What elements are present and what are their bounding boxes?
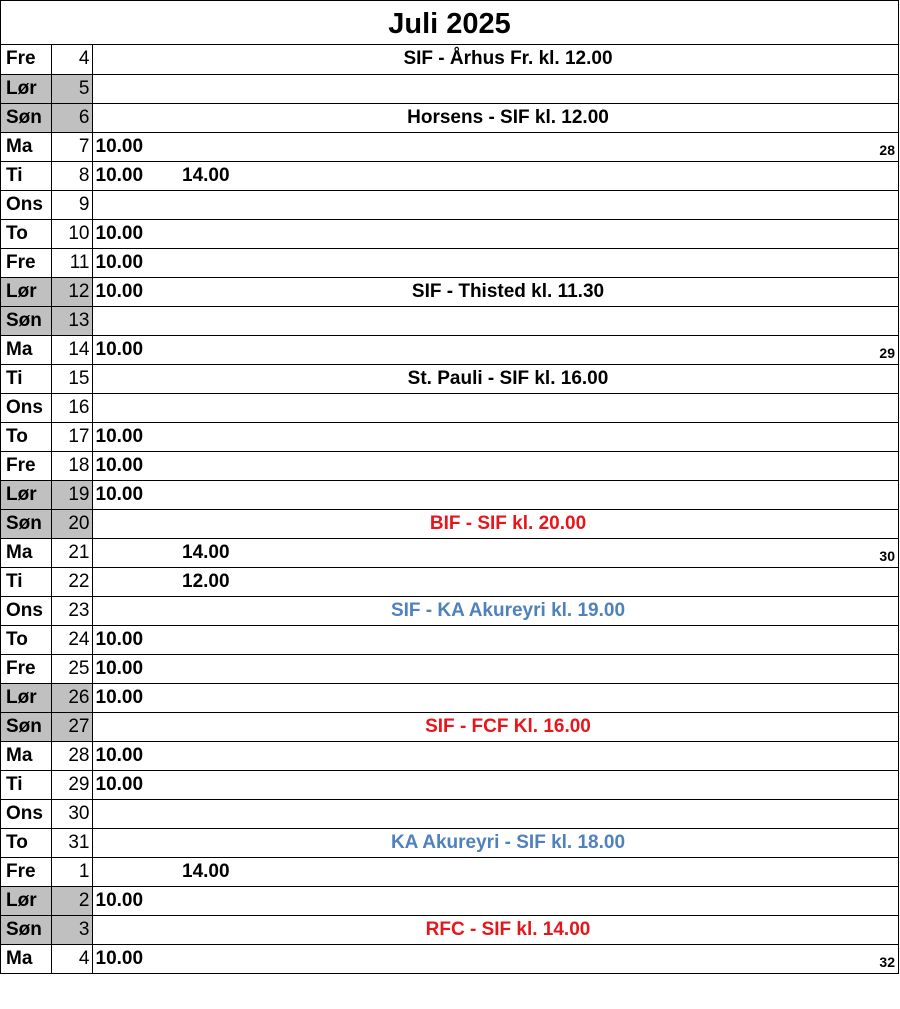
event-cell	[268, 422, 858, 451]
week-number-cell	[858, 509, 898, 538]
event-cell	[268, 741, 858, 770]
event-cell	[268, 132, 858, 161]
table-row	[1, 248, 898, 277]
time-1-cell: 10.00	[92, 770, 180, 799]
time-1-cell: 10.00	[92, 219, 180, 248]
time-2-cell	[180, 770, 268, 799]
week-number-cell	[858, 683, 898, 712]
table-row	[1, 712, 898, 741]
table-row	[1, 451, 898, 480]
time-1-cell	[92, 364, 180, 393]
event-cell: SIF - Thisted kl. 11.30	[268, 277, 858, 306]
table-row	[1, 74, 898, 103]
time-1-cell	[92, 538, 180, 567]
table-row	[1, 654, 898, 683]
day-number-cell: 31	[51, 828, 92, 857]
time-1-cell	[92, 828, 180, 857]
day-name-cell: Søn	[1, 509, 51, 538]
event-cell: Horsens - SIF kl. 12.00	[268, 103, 858, 132]
time-1-cell	[92, 393, 180, 422]
table-row	[1, 306, 898, 335]
time-1-cell	[92, 306, 180, 335]
day-name-cell: Ti	[1, 567, 51, 596]
time-1-cell	[92, 567, 180, 596]
time-1-cell: 10.00	[92, 161, 180, 190]
time-1-cell: 10.00	[92, 654, 180, 683]
table-row	[1, 741, 898, 770]
event-cell	[268, 480, 858, 509]
time-1-cell	[92, 103, 180, 132]
time-1-cell	[92, 45, 180, 74]
event-cell: SIF - FCF Kl. 16.00	[268, 712, 858, 741]
table-row	[1, 190, 898, 219]
time-2-cell: 12.00	[180, 567, 268, 596]
table-row	[1, 915, 898, 944]
day-name-cell: Søn	[1, 712, 51, 741]
time-2-cell	[180, 393, 268, 422]
time-1-cell: 10.00	[92, 944, 180, 973]
table-row	[1, 799, 898, 828]
day-number-cell: 13	[51, 306, 92, 335]
day-number-cell: 10	[51, 219, 92, 248]
table-row	[1, 857, 898, 886]
day-number-cell: 26	[51, 683, 92, 712]
time-1-cell: 10.00	[92, 683, 180, 712]
event-cell	[268, 393, 858, 422]
week-number-cell: 30	[858, 538, 898, 567]
day-name-cell: Lør	[1, 886, 51, 915]
day-number-cell: 29	[51, 770, 92, 799]
time-1-cell	[92, 915, 180, 944]
time-2-cell	[180, 509, 268, 538]
time-2-cell	[180, 306, 268, 335]
time-1-cell	[92, 74, 180, 103]
table-row	[1, 103, 898, 132]
time-2-cell	[180, 712, 268, 741]
day-name-cell: Søn	[1, 915, 51, 944]
time-1-cell	[92, 799, 180, 828]
event-cell	[268, 654, 858, 683]
week-number-cell	[858, 915, 898, 944]
day-number-cell: 22	[51, 567, 92, 596]
day-name-cell: Ons	[1, 799, 51, 828]
day-number-cell: 23	[51, 596, 92, 625]
event-cell	[268, 306, 858, 335]
day-number-cell: 6	[51, 103, 92, 132]
day-name-cell: To	[1, 219, 51, 248]
week-number-cell	[858, 277, 898, 306]
day-name-cell: Ons	[1, 393, 51, 422]
table-row	[1, 538, 898, 567]
week-number-cell	[858, 741, 898, 770]
time-2-cell	[180, 451, 268, 480]
week-number-cell	[858, 393, 898, 422]
time-1-cell: 10.00	[92, 277, 180, 306]
table-row	[1, 944, 898, 973]
table-row	[1, 596, 898, 625]
time-2-cell	[180, 886, 268, 915]
week-number-cell	[858, 422, 898, 451]
time-2-cell: 14.00	[180, 161, 268, 190]
week-number-cell	[858, 596, 898, 625]
day-number-cell: 11	[51, 248, 92, 277]
week-number-cell	[858, 364, 898, 393]
time-1-cell	[92, 712, 180, 741]
time-2-cell	[180, 335, 268, 364]
time-2-cell	[180, 190, 268, 219]
time-2-cell	[180, 741, 268, 770]
table-row	[1, 567, 898, 596]
week-number-cell	[858, 886, 898, 915]
time-2-cell	[180, 45, 268, 74]
time-2-cell	[180, 74, 268, 103]
week-number-cell	[858, 248, 898, 277]
event-cell	[268, 625, 858, 654]
time-2-cell	[180, 103, 268, 132]
time-2-cell	[180, 828, 268, 857]
day-name-cell: Fre	[1, 45, 51, 74]
time-2-cell	[180, 654, 268, 683]
day-number-cell: 1	[51, 857, 92, 886]
day-name-cell: Ons	[1, 596, 51, 625]
event-cell	[268, 567, 858, 596]
time-2-cell	[180, 480, 268, 509]
event-cell	[268, 857, 858, 886]
day-number-cell: 4	[51, 45, 92, 74]
event-cell	[268, 451, 858, 480]
day-name-cell: To	[1, 625, 51, 654]
table-row	[1, 364, 898, 393]
day-name-cell: Lør	[1, 277, 51, 306]
day-number-cell: 12	[51, 277, 92, 306]
table-row	[1, 683, 898, 712]
week-number-cell	[858, 480, 898, 509]
time-2-cell	[180, 915, 268, 944]
time-2-cell	[180, 277, 268, 306]
table-row	[1, 393, 898, 422]
day-number-cell: 9	[51, 190, 92, 219]
week-number-cell: 28	[858, 132, 898, 161]
day-name-cell: Ti	[1, 770, 51, 799]
week-number-cell	[858, 625, 898, 654]
event-cell	[268, 161, 858, 190]
week-number-cell	[858, 45, 898, 74]
day-number-cell: 7	[51, 132, 92, 161]
event-cell: BIF - SIF kl. 20.00	[268, 509, 858, 538]
time-1-cell: 10.00	[92, 248, 180, 277]
time-1-cell	[92, 190, 180, 219]
day-number-cell: 17	[51, 422, 92, 451]
table-row	[1, 886, 898, 915]
table-row	[1, 480, 898, 509]
week-number-cell	[858, 799, 898, 828]
event-cell: St. Pauli - SIF kl. 16.00	[268, 364, 858, 393]
time-2-cell	[180, 683, 268, 712]
table-row	[1, 161, 898, 190]
day-number-cell: 3	[51, 915, 92, 944]
table-row	[1, 828, 898, 857]
day-name-cell: Ma	[1, 132, 51, 161]
schedule-table	[1, 45, 898, 973]
time-1-cell: 10.00	[92, 741, 180, 770]
time-2-cell	[180, 944, 268, 973]
event-cell	[268, 683, 858, 712]
table-row	[1, 335, 898, 364]
time-1-cell	[92, 857, 180, 886]
day-number-cell: 20	[51, 509, 92, 538]
event-cell	[268, 799, 858, 828]
event-cell	[268, 190, 858, 219]
time-2-cell	[180, 219, 268, 248]
time-1-cell: 10.00	[92, 886, 180, 915]
day-number-cell: 19	[51, 480, 92, 509]
week-number-cell	[858, 306, 898, 335]
time-2-cell: 14.00	[180, 538, 268, 567]
day-name-cell: Ma	[1, 335, 51, 364]
day-name-cell: Fre	[1, 654, 51, 683]
day-name-cell: Ti	[1, 161, 51, 190]
day-name-cell: Lør	[1, 683, 51, 712]
time-2-cell	[180, 248, 268, 277]
event-cell	[268, 74, 858, 103]
week-number-cell: 29	[858, 335, 898, 364]
day-name-cell: Fre	[1, 857, 51, 886]
week-number-cell: 32	[858, 944, 898, 973]
event-cell	[268, 538, 858, 567]
time-2-cell: 14.00	[180, 857, 268, 886]
day-number-cell: 25	[51, 654, 92, 683]
day-number-cell: 16	[51, 393, 92, 422]
time-1-cell: 10.00	[92, 625, 180, 654]
week-number-cell	[858, 190, 898, 219]
day-name-cell: Fre	[1, 451, 51, 480]
day-number-cell: 28	[51, 741, 92, 770]
day-name-cell: To	[1, 828, 51, 857]
time-1-cell	[92, 509, 180, 538]
table-row	[1, 422, 898, 451]
day-number-cell: 14	[51, 335, 92, 364]
week-number-cell	[858, 654, 898, 683]
event-cell	[268, 219, 858, 248]
table-row	[1, 219, 898, 248]
table-row	[1, 770, 898, 799]
time-2-cell	[180, 625, 268, 654]
time-2-cell	[180, 364, 268, 393]
event-cell	[268, 335, 858, 364]
page-title: Juli 2025	[1, 1, 898, 45]
day-number-cell: 2	[51, 886, 92, 915]
table-row	[1, 45, 898, 74]
week-number-cell	[858, 161, 898, 190]
event-cell: RFC - SIF kl. 14.00	[268, 915, 858, 944]
day-name-cell: Ma	[1, 944, 51, 973]
table-row	[1, 625, 898, 654]
day-name-cell: Ons	[1, 190, 51, 219]
day-name-cell: Søn	[1, 306, 51, 335]
event-cell	[268, 944, 858, 973]
event-cell: SIF - Århus Fr. kl. 12.00	[403, 48, 613, 70]
day-name-cell: Ma	[1, 741, 51, 770]
time-1-cell	[92, 596, 180, 625]
week-number-cell	[858, 712, 898, 741]
day-number-cell: 5	[51, 74, 92, 103]
day-number-cell: 4	[51, 944, 92, 973]
time-1-cell: 10.00	[92, 422, 180, 451]
schedule-rows	[1, 45, 898, 973]
event-cell: SIF - KA Akureyri kl. 19.00	[268, 596, 858, 625]
time-1-cell: 10.00	[92, 335, 180, 364]
day-name-cell: Lør	[1, 480, 51, 509]
day-number-cell: 8	[51, 161, 92, 190]
time-2-cell	[180, 596, 268, 625]
day-number-cell: 21	[51, 538, 92, 567]
table-row	[1, 277, 898, 306]
time-1-cell: 10.00	[92, 451, 180, 480]
day-number-cell: 15	[51, 364, 92, 393]
week-number-cell	[858, 567, 898, 596]
event-cell: KA Akureyri - SIF kl. 18.00	[268, 828, 858, 857]
day-name-cell: Fre	[1, 248, 51, 277]
day-number-cell: 27	[51, 712, 92, 741]
day-number-cell: 24	[51, 625, 92, 654]
time-2-cell	[180, 132, 268, 161]
day-number-cell: 18	[51, 451, 92, 480]
week-number-cell	[858, 857, 898, 886]
day-name-cell: Søn	[1, 103, 51, 132]
day-name-cell: Ma	[1, 538, 51, 567]
week-number-cell	[858, 828, 898, 857]
time-1-cell: 10.00	[92, 480, 180, 509]
time-2-cell	[180, 799, 268, 828]
event-cell	[268, 770, 858, 799]
day-name-cell: Lør	[1, 74, 51, 103]
event-cell	[268, 248, 858, 277]
day-name-cell: Ti	[1, 364, 51, 393]
week-number-cell	[858, 103, 898, 132]
week-number-cell	[858, 770, 898, 799]
time-1-cell: 10.00	[92, 132, 180, 161]
time-2-cell	[180, 422, 268, 451]
table-row	[1, 509, 898, 538]
week-number-cell	[858, 451, 898, 480]
day-name-cell: To	[1, 422, 51, 451]
table-row	[1, 132, 898, 161]
event-cell	[268, 886, 858, 915]
week-number-cell	[858, 219, 898, 248]
week-number-cell	[858, 74, 898, 103]
day-number-cell: 30	[51, 799, 92, 828]
